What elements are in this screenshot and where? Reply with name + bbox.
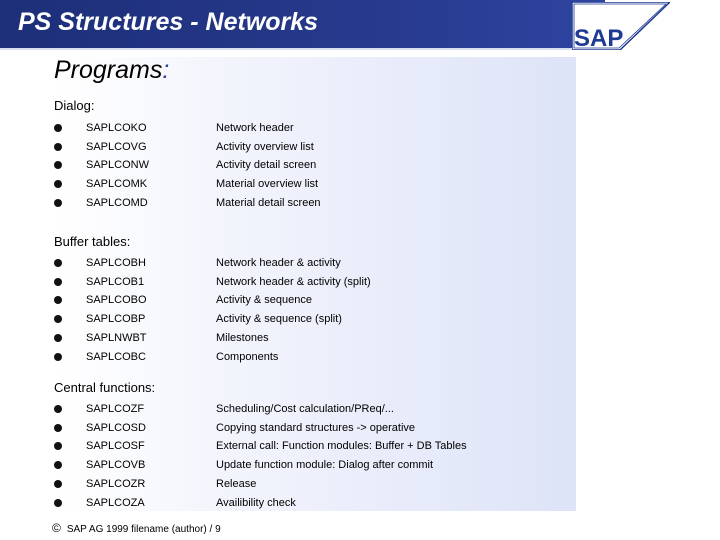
bullet-icon [54, 180, 62, 188]
program-name: SAPLCOBH [86, 257, 146, 269]
program-description: Activity overview list [216, 140, 314, 153]
slide-title: PS Structures - Networks [18, 8, 319, 36]
program-name: SAPLCOMD [86, 196, 148, 209]
section-heading-colon: : [162, 56, 170, 84]
list-item [0, 478, 600, 496]
program-description: Scheduling/Cost calculation/PReq/... [216, 403, 394, 415]
program-name: SAPLCOBO [86, 294, 147, 307]
program-description: Network header & activity [216, 257, 341, 269]
header-divider [0, 48, 605, 50]
program-description: Release [216, 477, 257, 490]
program-name: SAPLCOBC [86, 350, 146, 363]
program-description: Components [216, 350, 279, 363]
list-item [0, 497, 600, 515]
program-description: Material detail screen [216, 196, 321, 209]
program-name: SAPLCONW [86, 159, 149, 172]
program-name: SAPLCOZR [86, 477, 146, 490]
program-description: Copying standard structures -> operative [216, 421, 416, 434]
central-section-title: Central functions: [54, 380, 156, 395]
program-description: Activity & sequence (split) [216, 313, 342, 326]
section-heading-text: Programs [54, 56, 163, 84]
footer [52, 521, 221, 535]
list-item [0, 257, 600, 275]
list-item [0, 159, 600, 177]
program-description: Material overview list [216, 178, 319, 191]
bullet-icon [54, 334, 62, 342]
bullet-icon [54, 405, 62, 413]
bullet-icon [54, 353, 62, 361]
list-item [0, 403, 600, 421]
section-heading [54, 56, 169, 85]
bullet-icon [54, 499, 62, 507]
list-item [0, 276, 600, 294]
list-item [0, 313, 600, 331]
list-item [0, 422, 600, 440]
bullet-icon [54, 161, 62, 169]
program-description: Activity detail screen [216, 159, 317, 172]
bullet-icon [54, 424, 62, 432]
bullet-icon [54, 259, 62, 267]
program-name: SAPLCOVB [86, 459, 146, 472]
sap-logo-text: SAP [574, 25, 624, 50]
program-description: Availibility check [216, 496, 296, 509]
program-name: SAPLCOSF [86, 440, 145, 453]
sap-logo [572, 2, 670, 50]
bullet-icon [54, 461, 62, 469]
program-name: SAPLCOBP [86, 313, 146, 326]
program-name: SAPLNWBT [86, 331, 147, 344]
list-item [0, 351, 600, 369]
list-item [0, 141, 600, 159]
list-item [0, 122, 600, 140]
copyright-symbol: © [52, 521, 61, 535]
program-description: Network header & activity (split) [216, 275, 371, 288]
bullet-icon [54, 143, 62, 151]
program-description: Activity & sequence [216, 294, 312, 307]
bullet-icon [54, 124, 62, 132]
dialog-section-title: Dialog: [54, 98, 95, 113]
bullet-icon [54, 315, 62, 323]
list-item [0, 197, 600, 215]
bullet-icon [54, 278, 62, 286]
program-description: External call: Function modules: Buffer + DB Tables [216, 440, 467, 453]
list-item [0, 459, 600, 477]
bullet-icon [54, 442, 62, 450]
program-name: SAPLCOZF [86, 403, 145, 415]
list-item [0, 332, 600, 350]
program-name: SAPLCOSD [86, 421, 146, 434]
program-name: SAPLCOVG [86, 140, 147, 153]
list-item [0, 294, 600, 312]
program-name: SAPLCOB1 [86, 275, 145, 288]
buffer-section-title: Buffer tables: [54, 234, 131, 249]
list-item [0, 440, 600, 458]
program-description: Milestones [216, 331, 269, 344]
program-name: SAPLCOMK [86, 178, 148, 191]
program-description: Network header [216, 122, 294, 134]
bullet-icon [54, 296, 62, 304]
footer-text: SAP AG 1999 filename (author) / 9 [66, 524, 221, 535]
bullet-icon [54, 480, 62, 488]
program-name: SAPLCOZA [86, 496, 145, 509]
program-description: Update function module: Dialog after commit [216, 459, 434, 472]
program-name: SAPLCOKO [86, 122, 147, 134]
list-item [0, 178, 600, 196]
bullet-icon [54, 199, 62, 207]
